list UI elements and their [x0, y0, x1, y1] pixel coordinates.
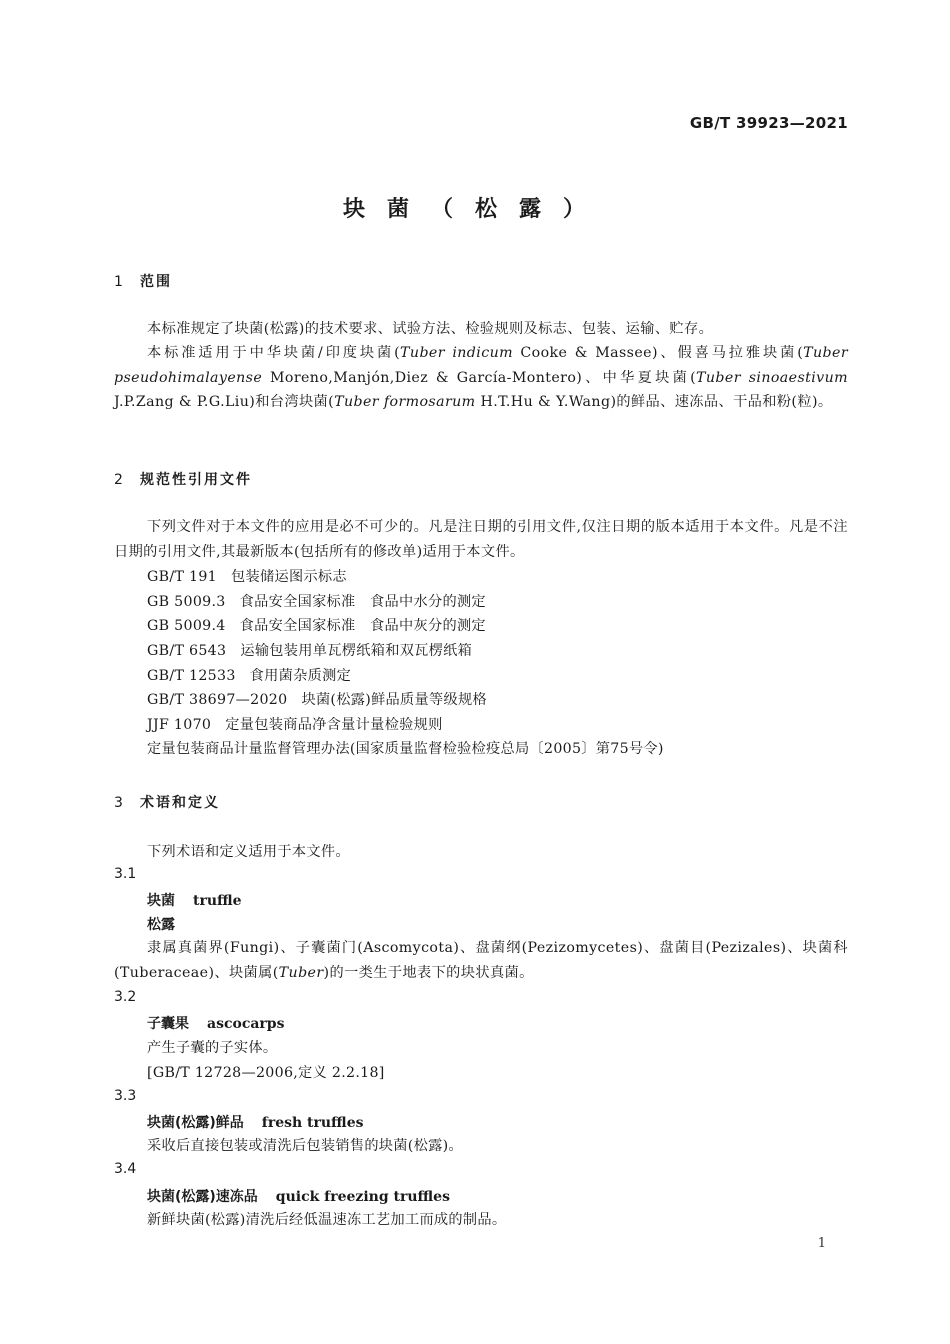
term-definition: 隶属真菌界(Fungi)、子囊菌门(Ascomycota)、盘菌纲(Pezizomycetes)、盘菌目(Pezizales)、块菌科(Tuberaceae)、块菌属(Tuber)的一类生于地表下的块状真菌。 — [114, 940, 848, 981]
species-name: Tuber pseudohimalayense — [114, 345, 849, 386]
term-en: fresh truffles — [261, 1115, 364, 1131]
reference-code: GB 5009.4 — [147, 618, 226, 634]
clause-number: 3.4 — [114, 1161, 137, 1177]
term-entry — [147, 890, 242, 910]
term-cn: 块菌 — [147, 893, 175, 909]
reference-item — [147, 590, 486, 614]
clause-number: 3.2 — [114, 989, 137, 1005]
reference-name: 食用菌杂质测定 — [249, 668, 352, 684]
reference-item — [147, 565, 347, 589]
term-alias: 松露 — [147, 917, 175, 933]
reference-name: 食品安全国家标准 食品中灰分的测定 — [239, 618, 486, 634]
reference-code: JJF 1070 — [147, 717, 212, 733]
species-name: Tuber sinoaestivum — [696, 369, 848, 386]
section-2-heading — [114, 469, 252, 489]
section-title: 范围 — [140, 274, 172, 290]
standard-code: GB/T 39923—2021 — [689, 114, 848, 132]
section-2-intro: 下列文件对于本文件的应用是必不可少的。凡是注日期的引用文件,仅注日期的版本适用于本文件。凡是不注日期的引用文件,其最新版本(包括所有的修改单)适用于本文件。 — [114, 519, 848, 560]
reference-name: 运输包装用单瓦楞纸箱和双瓦楞纸箱 — [240, 643, 473, 659]
section-number: 2 — [114, 472, 123, 488]
term-cn: 子囊果 — [147, 1016, 189, 1032]
section-3-heading — [114, 792, 220, 812]
document-title: 块菌（松露） — [342, 197, 607, 222]
term-cn: 块菌(松露)鲜品 — [147, 1115, 244, 1131]
reference-item — [147, 639, 472, 663]
clause-number: 3.1 — [114, 866, 137, 882]
reference-code: GB/T 38697—2020 — [147, 692, 288, 708]
term-en: quick freezing truffles — [275, 1189, 450, 1205]
term-entry — [147, 1013, 284, 1033]
reference-name: 食品安全国家标准 食品中水分的测定 — [239, 594, 486, 610]
term-entry — [147, 1186, 450, 1206]
reference-item — [147, 713, 443, 737]
term-definition: 新鲜块菌(松露)清洗后经低温速冻工艺加工而成的制品。 — [147, 1212, 507, 1228]
section-1-paragraph-1: 本标准规定了块菌(松露)的技术要求、试验方法、检验规则及标志、包装、运输、贮存。 — [147, 321, 714, 337]
section-number: 3 — [114, 795, 123, 811]
genus-name: Tuber — [278, 964, 324, 981]
reference-item-last: 定量包装商品计量监督管理办法(国家质量监督检验检疫总局〔2005〕第75号令) — [147, 741, 664, 757]
clause-number: 3.3 — [114, 1088, 137, 1104]
reference-name: 块菌(松露)鲜品质量等级规格 — [301, 692, 487, 708]
term-entry — [147, 1112, 363, 1132]
term-definition: 采收后直接包装或清洗后包装销售的块菌(松露)。 — [147, 1138, 463, 1154]
section-3-intro: 下列术语和定义适用于本文件。 — [147, 844, 350, 860]
reference-item — [147, 688, 487, 712]
reference-name: 包装储运图示标志 — [231, 569, 347, 585]
species-name: Tuber formosarum — [334, 394, 476, 410]
reference-item — [147, 664, 351, 688]
reference-code: GB/T 6543 — [147, 643, 227, 659]
term-en: truffle — [193, 893, 242, 909]
term-source: [GB/T 12728—2006,定义 2.2.18] — [147, 1065, 385, 1081]
term-definition: 产生子囊的子实体。 — [147, 1040, 278, 1056]
species-name: Tuber indicum — [400, 345, 513, 361]
section-1-paragraph-2: 本标准适用于中华块菌/印度块菌(Tuber indicum Cooke & Massee)、假喜马拉雅块菌(Tuber pseudohimalayense Moreno,Manjón,Diez & García-Montero)、中华夏块菌(Tuber sinoaestivum J.P.Zang & P.G.Liu)和台湾块菌(Tuber formosarum H.T.Hu & Y.Wang)的鲜品、速冻品、干品和粉(粒)。 — [114, 345, 849, 410]
page-number: 1 — [817, 1236, 826, 1251]
reference-code: GB 5009.3 — [147, 594, 226, 610]
section-title: 术语和定义 — [140, 795, 220, 811]
section-number: 1 — [114, 274, 123, 290]
reference-code: GB/T 191 — [147, 569, 217, 585]
term-en: ascocarps — [207, 1016, 285, 1032]
term-cn: 块菌(松露)速冻品 — [147, 1189, 258, 1205]
reference-item — [147, 614, 486, 638]
reference-code: GB/T 12533 — [147, 668, 236, 684]
section-1-heading — [114, 271, 172, 291]
reference-name: 定量包装商品净含量计量检验规则 — [225, 717, 443, 733]
section-title: 规范性引用文件 — [140, 472, 252, 488]
